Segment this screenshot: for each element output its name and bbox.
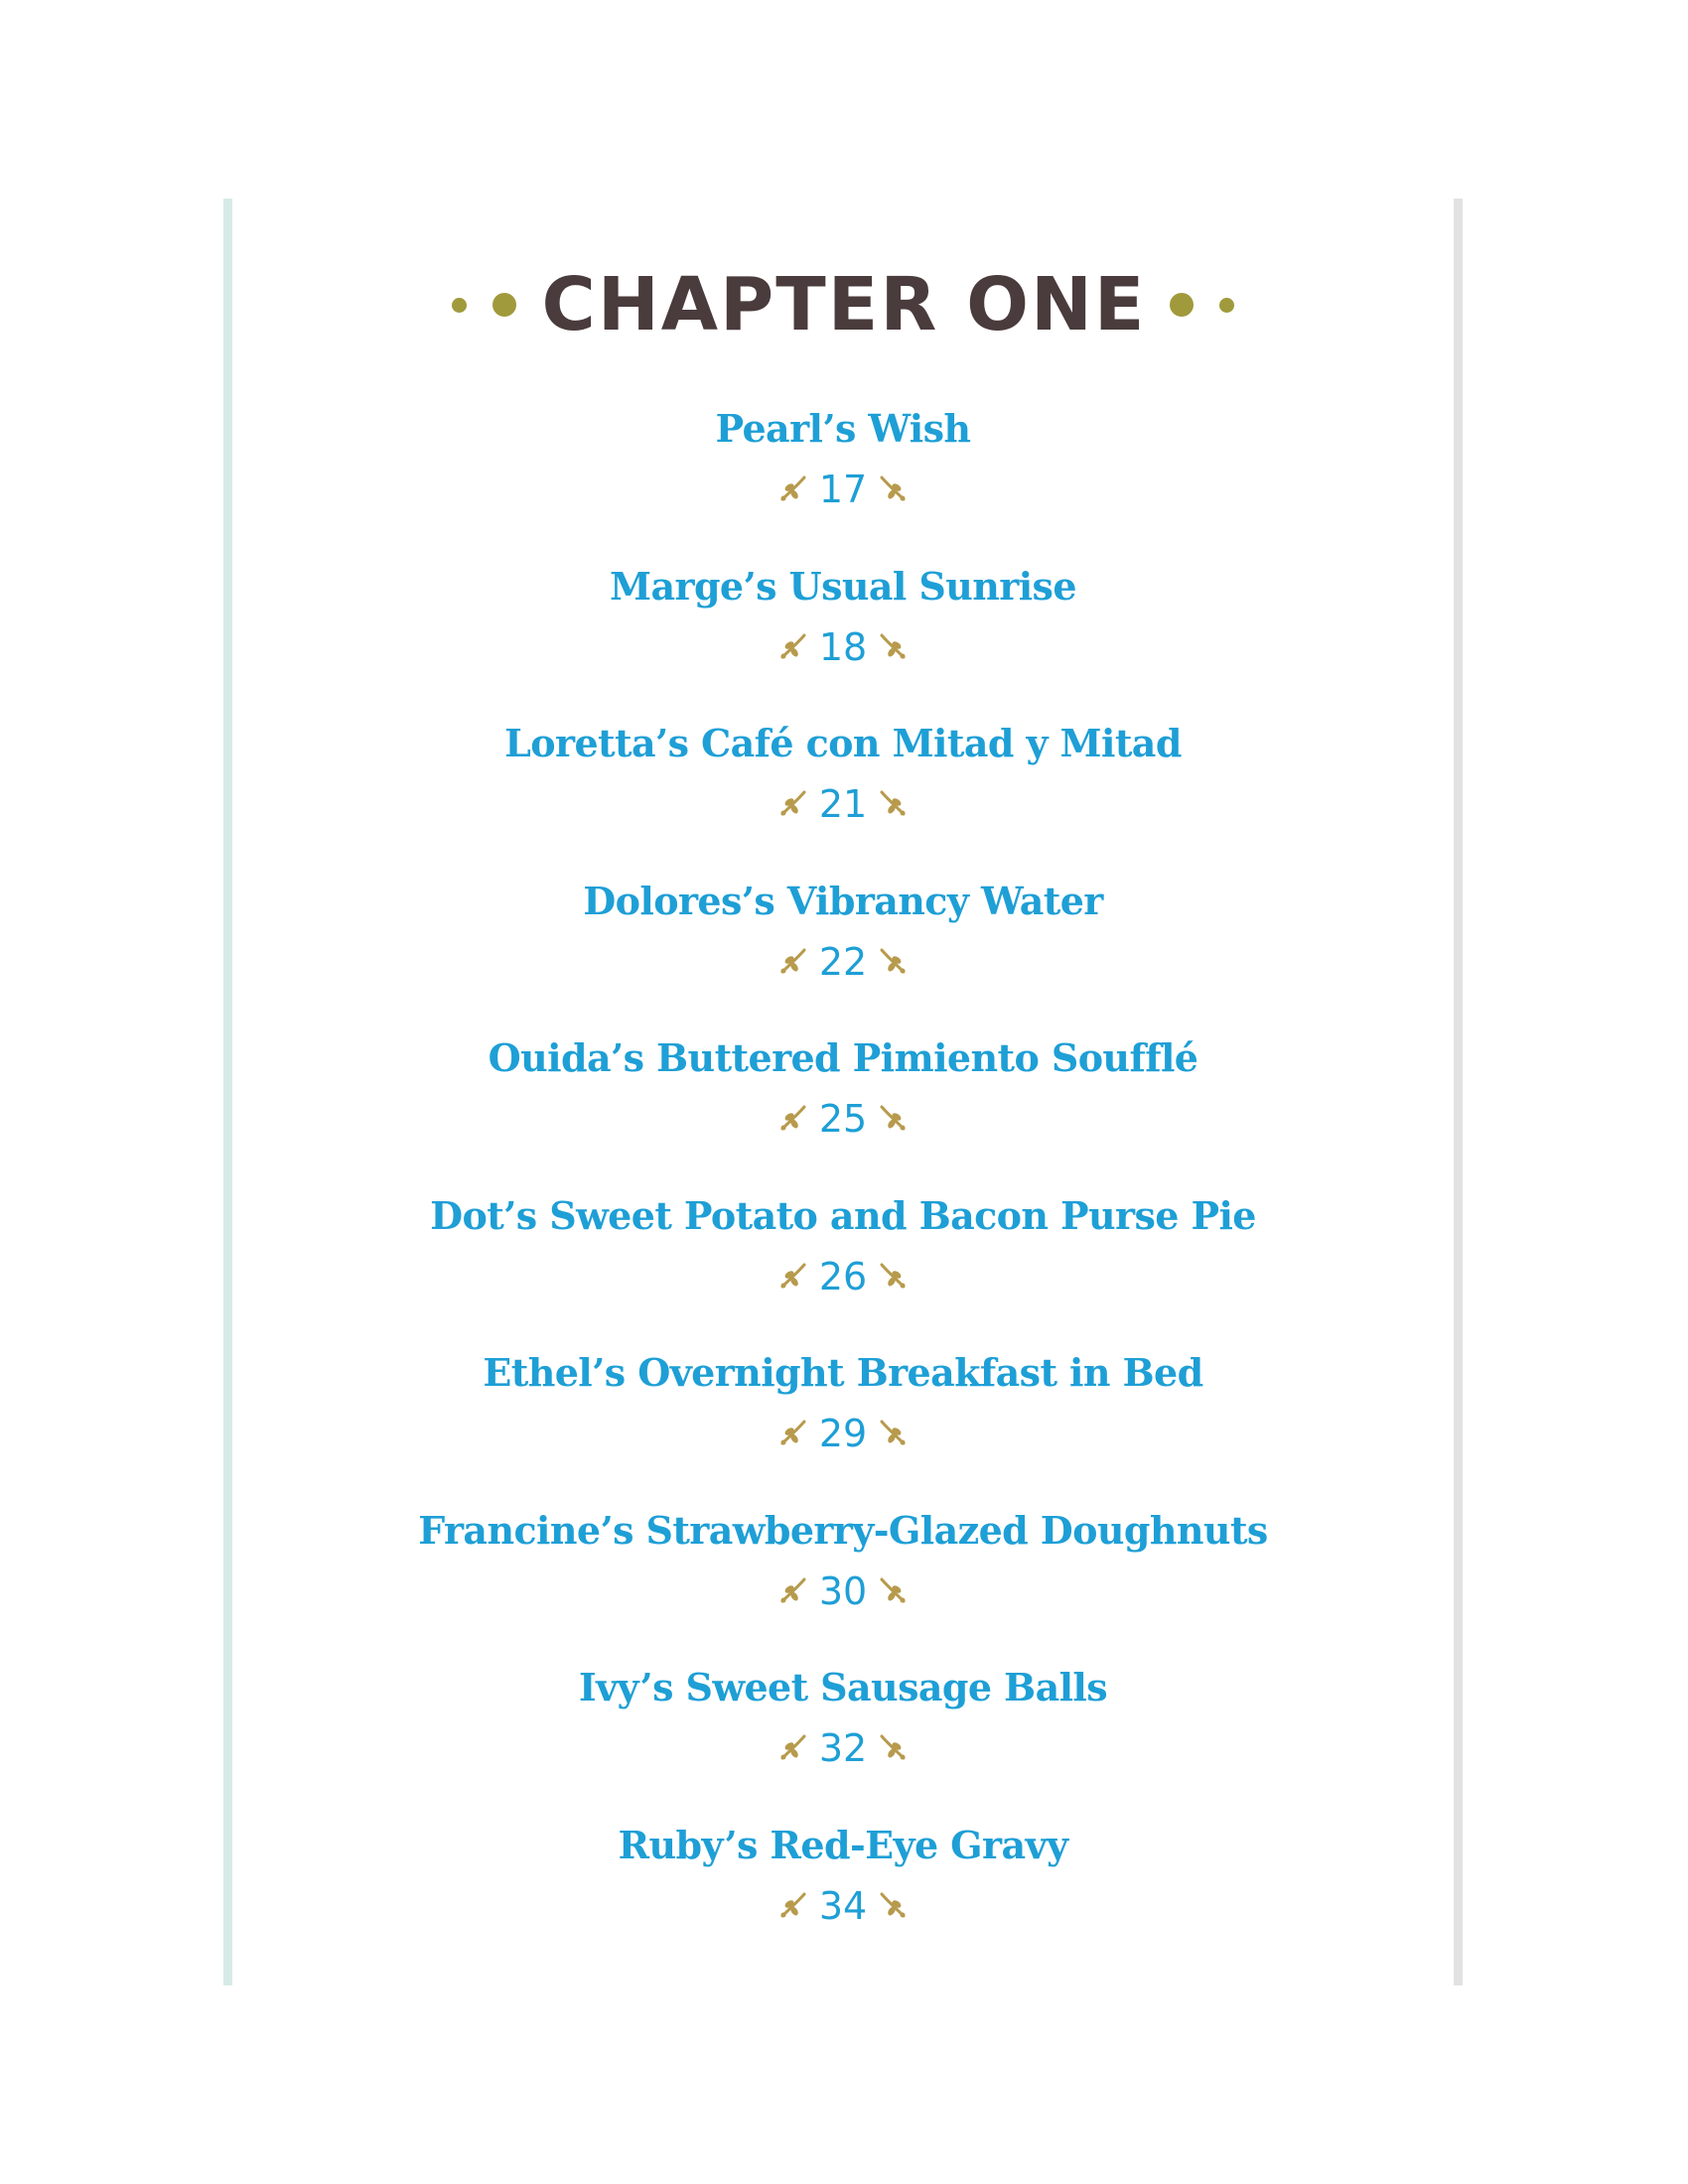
leaf-flourish-left-icon <box>777 946 809 978</box>
recipe-title[interactable]: Francine’s Strawberry-Glazed Doughnuts <box>418 1507 1268 1553</box>
leaf-flourish-left-icon <box>777 1732 809 1764</box>
dot-icon <box>1219 298 1234 313</box>
right-margin-rule <box>1454 199 1463 1985</box>
leaf-flourish-right-icon <box>877 788 909 820</box>
recipe-title[interactable]: Loretta’s Café con Mitad y Mitad <box>504 721 1182 765</box>
page-reference <box>232 1249 1454 1304</box>
left-margin-rule <box>223 199 232 1985</box>
page-reference <box>232 934 1454 990</box>
leaf-flourish-right-icon <box>877 631 909 663</box>
leaf-flourish-left-icon <box>777 474 809 505</box>
page-number: 34 <box>818 1883 868 1928</box>
page-number: 26 <box>818 1254 868 1298</box>
dot-icon <box>452 298 467 313</box>
recipe-title[interactable]: Ouida’s Buttered Pimiento Soufflé <box>488 1035 1198 1080</box>
leaf-flourish-left-icon <box>777 631 809 663</box>
page-number: 18 <box>818 624 868 669</box>
dot-icon <box>1170 293 1194 317</box>
recipe-title[interactable]: Ivy’s Sweet Sausage Balls <box>578 1665 1108 1709</box>
recipe-title[interactable]: Pearl’s Wish <box>715 406 971 451</box>
toc-entry[interactable] <box>232 1504 1454 1662</box>
recipe-title[interactable]: Marge’s Usual Sunrise <box>610 563 1076 609</box>
toc-entry[interactable] <box>232 1346 1454 1504</box>
page-reference <box>232 619 1454 675</box>
recipe-title[interactable]: Dolores’s Vibrancy Water <box>583 878 1103 923</box>
page-reference <box>232 1406 1454 1461</box>
toc-entry[interactable] <box>232 717 1454 875</box>
page-reference <box>232 1720 1454 1776</box>
heading-dots-left <box>452 293 542 317</box>
recipe-title[interactable]: Ruby’s Red-Eye Gravy <box>618 1822 1068 1867</box>
page-reference <box>232 1091 1454 1147</box>
leaf-flourish-left-icon <box>777 1418 809 1449</box>
toc-entry[interactable] <box>232 402 1454 560</box>
recipe-title[interactable]: Ethel’s Overnight Breakfast in Bed <box>483 1350 1203 1395</box>
toc-entry[interactable] <box>232 1189 1454 1347</box>
leaf-flourish-left-icon <box>777 1103 809 1135</box>
page-reference <box>232 776 1454 832</box>
leaf-flourish-left-icon <box>777 1261 809 1293</box>
recipe-title[interactable]: Dot’s Sweet Potato and Bacon Purse Pie <box>430 1192 1256 1238</box>
page-number: 17 <box>818 468 868 511</box>
leaf-flourish-right-icon <box>877 1103 909 1135</box>
toc-entry[interactable] <box>232 1031 1454 1189</box>
page-number: 29 <box>818 1412 868 1455</box>
toc-entry[interactable] <box>232 1661 1454 1819</box>
page-number: 22 <box>818 939 868 984</box>
toc-entry[interactable] <box>232 560 1454 718</box>
leaf-flourish-right-icon <box>877 1732 909 1764</box>
leaf-flourish-right-icon <box>877 946 909 978</box>
chapter-heading <box>232 260 1454 349</box>
leaf-flourish-right-icon <box>877 474 909 505</box>
heading-dots-right <box>1146 293 1234 317</box>
page-reference <box>232 1878 1454 1934</box>
leaf-flourish-right-icon <box>877 1418 909 1449</box>
chapter-title: CHAPTER ONE <box>541 262 1147 347</box>
leaf-flourish-right-icon <box>877 1261 909 1293</box>
page-reference <box>232 462 1454 517</box>
dot-icon <box>492 293 516 317</box>
leaf-flourish-right-icon <box>877 1575 909 1607</box>
toc-list <box>232 402 1454 1976</box>
leaf-flourish-left-icon <box>777 1890 809 1922</box>
page-number: 25 <box>818 1097 868 1141</box>
page-reference <box>232 1564 1454 1619</box>
leaf-flourish-right-icon <box>877 1890 909 1922</box>
page-number: 32 <box>818 1726 868 1770</box>
leaf-flourish-left-icon <box>777 788 809 820</box>
leaf-flourish-left-icon <box>777 1575 809 1607</box>
toc-entry[interactable] <box>232 875 1454 1032</box>
toc-entry[interactable] <box>232 1819 1454 1977</box>
page-number: 30 <box>818 1569 868 1613</box>
page-number: 21 <box>818 782 868 826</box>
